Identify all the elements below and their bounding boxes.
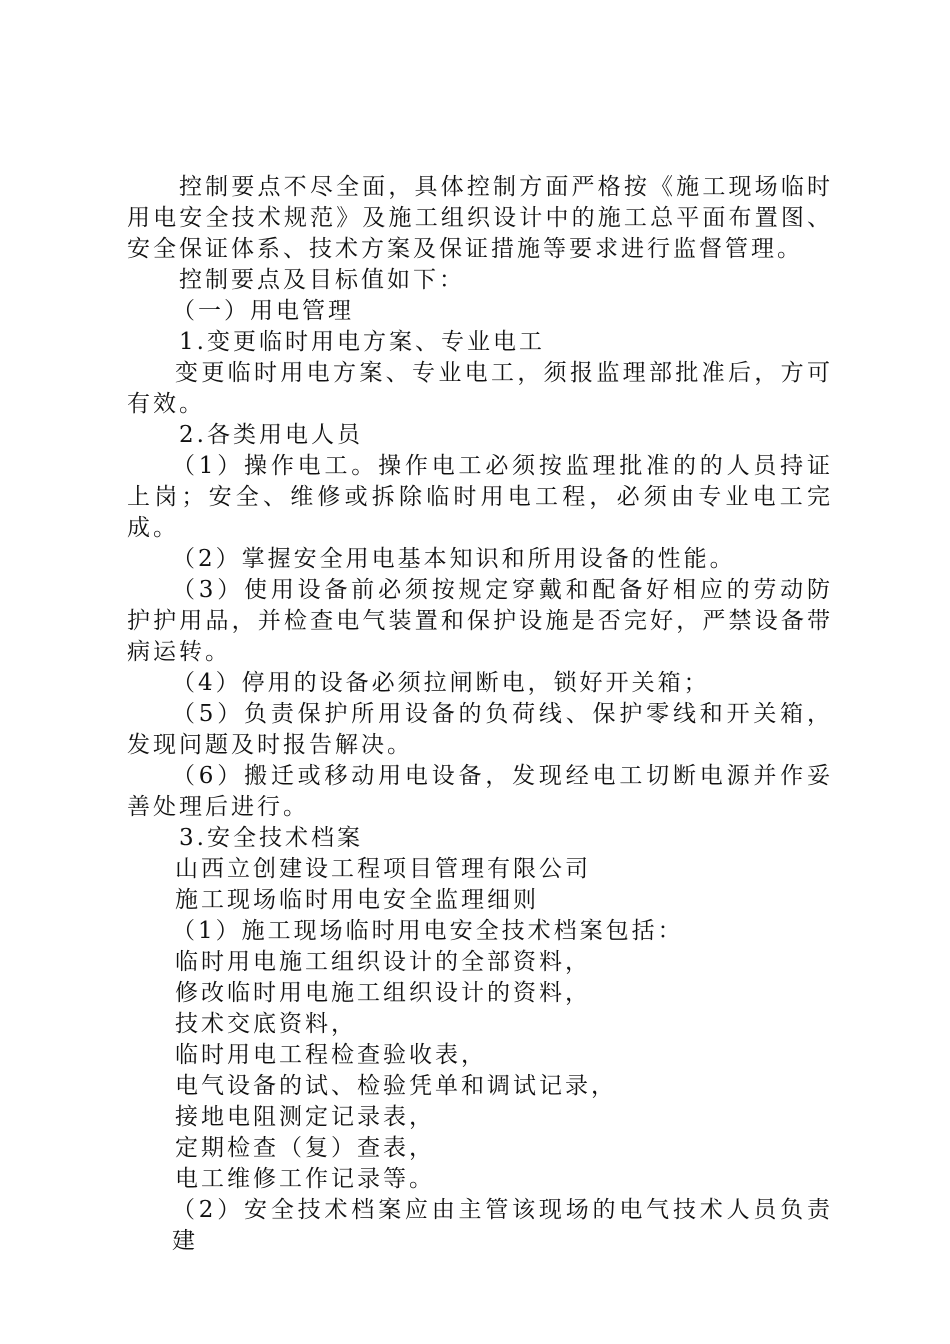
subheading-change-plan: 1.变更临时用电方案、专业电工: [179, 329, 545, 355]
company-name: 山西立创建设工程项目管理有限公司: [175, 856, 591, 882]
list-item-protect-lines: （5）负责保护所用设备的负荷线、保护零线和开关箱，发现问题及时报告解决。: [127, 701, 833, 758]
subheading-archives: 3.安全技术档案: [179, 825, 363, 851]
archive-item: 电气设备的试、检验凭单和调试记录，: [175, 1073, 617, 1099]
paragraph-change-plan: 变更临时用电方案、专业电工，须报监理部批准后，方可有效。: [127, 360, 833, 417]
archive-item: 临时用电工程检查验收表，: [175, 1042, 487, 1068]
list-item-knowledge: （2）掌握安全用电基本知识和所用设备的性能。: [172, 546, 736, 572]
paragraph-control-overview: 控制要点不尽全面，具体控制方面严格按《施工现场临时用电安全技术规范》及施工组织设计中的施工总平面布置图、安全保证体系、技术方案及保证措施等要求进行监督管理。: [127, 174, 833, 262]
archive-item: 技术交底资料，: [175, 1011, 357, 1037]
list-item-protection: （3）使用设备前必须按规定穿戴和配备好相应的劳动防护护用品，并检查电气装置和保护设施是否完好，严禁设备带病运转。: [127, 577, 833, 665]
list-item-relocation: （6）搬迁或移动用电设备，发现经电工切断电源并作妥善处理后进行。: [127, 763, 833, 820]
document-title: 施工现场临时用电安全监理细则: [175, 887, 539, 913]
list-item-operator: （1）操作电工。操作电工必须按监理批准的的人员持证上岗；安全、维修或拆除临时用电工程，必须由专业电工完成。: [127, 453, 833, 541]
archive-item: 电工维修工作记录等。: [175, 1166, 435, 1192]
paragraph-control-targets: 控制要点及目标值如下：: [179, 267, 465, 293]
archive-item: 接地电阻测定记录表，: [175, 1104, 435, 1130]
archive-item: 修改临时用电施工组织设计的资料，: [175, 980, 591, 1006]
list-item-archive-contents: （1）施工现场临时用电安全技术档案包括：: [172, 918, 684, 944]
subheading-personnel: 2.各类用电人员: [179, 422, 363, 448]
list-item-power-off: （4）停用的设备必须拉闸断电，锁好开关箱；: [172, 670, 710, 696]
archive-item: 临时用电施工组织设计的全部资料，: [175, 949, 591, 975]
archive-item: 定期检查（复）查表，: [175, 1135, 435, 1161]
document-body: [127, 172, 833, 1257]
section-heading-power-management: （一）用电管理: [172, 298, 354, 324]
list-item-archive-responsibility: （2）安全技术档案应由主管该现场的电气技术人员负责建: [172, 1197, 833, 1254]
